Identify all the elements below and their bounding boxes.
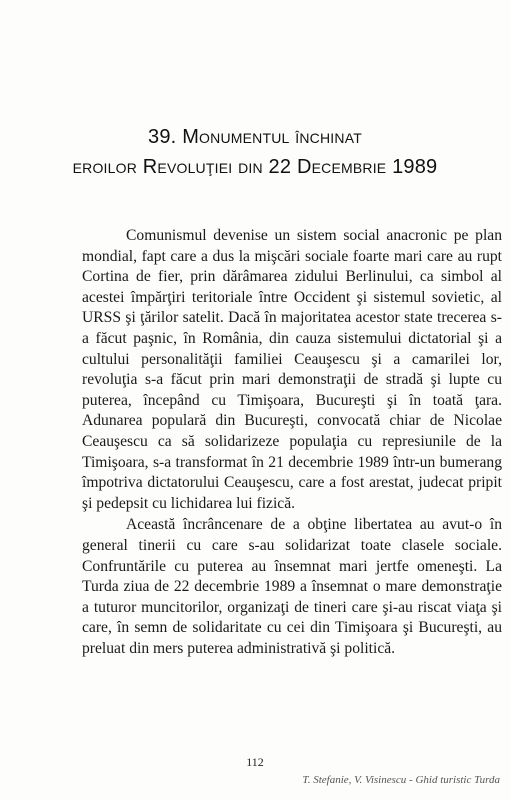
page-number: 112 <box>246 755 264 769</box>
paragraph-1: Comunismul devenise un sistem social anacronic pe plan mondial, fapt care a dus la mişcări sociale foarte mari care au rupt Cortina de fier, prin dărâmarea zidului Berlinului, ca simbol al acestei împărţiri teritoriale între Occident şi sistemul sovietic, al URSS şi ţărilor satelit. Dacă în majoritatea acestor state trecerea s-a făcut paşnic, în România, din cauza sistemului dictatorial şi a cultului personalităţii familiei Ceauşescu şi a camarilei lor, revoluţia s-a făcut prin mari demonstraţii de stradă şi lupte cu puterea, începând cu Timişoara, Bucureşti şi în toată ţara. Adunarea populară din Bucureşti, convocată chiar de Nicolae Ceauşescu ca să solidarizeze populaţia cu represiunile de la Timişoara, s-a transformat în 21 decembrie 1989 într-un bumerang împotriva dictatorului Ceauşescu, care a fost arestat, judecat pripit şi pedepsit cu lichidarea lui fizică. <box>82 227 502 512</box>
chapter-title-line-1: 39. Monumentul închinat <box>148 126 362 148</box>
chapter-title-line-2: eroilor Revoluţiei din 22 Decembrie 1989 <box>72 156 438 178</box>
running-footer: T. Stefanie, V. Visinescu - Ghid turistic Turda <box>302 774 500 786</box>
chapter-body <box>82 226 502 659</box>
chapter-heading <box>20 122 490 182</box>
paragraph-2: Această încrâncenare de a obţine libertatea au avut-o în general tinerii cu care s-au solidarizat toate clasele sociale. Confruntările cu puterea au însemnat mari jertfe omeneşti. La Turda ziua de 22 decembrie 1989 a însemnat o mare demonstraţie a tuturor muncitorilor, organizaţi de tineri care şi-au riscat viaţa şi care, în semn de solidaritate cu cei din Timişoara şi Bucureşti, au preluat din mers puterea administrativă şi politică. <box>82 516 502 657</box>
